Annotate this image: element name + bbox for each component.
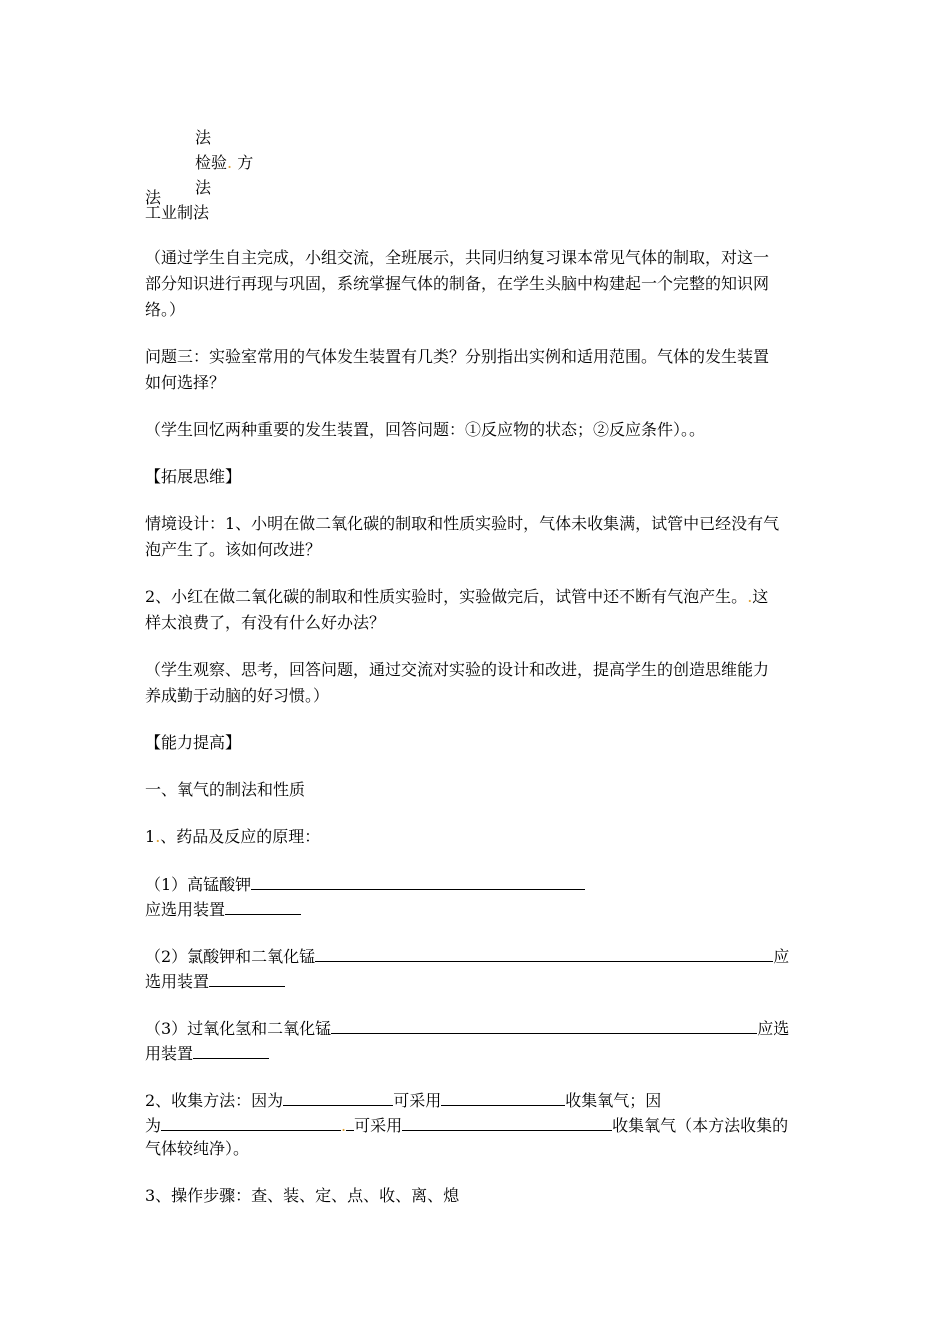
orange-dot-mark: . <box>227 153 233 172</box>
scenario2-line1-end: 这 <box>752 587 769 606</box>
orange-dot-mark: . <box>341 1116 347 1135</box>
tuozhan-heading: 【拓展思维】 <box>145 467 242 486</box>
collect-blank-2[interactable] <box>441 1089 565 1106</box>
kclo3-label: （2）氯酸钾和二氧化锰 <box>145 947 316 966</box>
fragment-jianyan-text: 检验 <box>195 153 228 172</box>
recall-paragraph: （学生回忆两种重要的发生装置，回答问题：①反应物的状态；②反应条件）。。 <box>145 420 706 439</box>
scenario1-line2: 泡产生了。该如何改进？ <box>145 540 322 559</box>
kclo3-device-blank[interactable] <box>209 970 285 987</box>
kmno4-line <box>145 873 585 895</box>
scenario1-line1: 情境设计：1、小明在做二氧化碳的制取和性质实验时，气体未收集满，试管中已经没有气 <box>145 514 780 533</box>
item1-line <box>145 827 320 847</box>
collect-blank-1[interactable] <box>283 1089 393 1106</box>
fragment-fa-3: 法 <box>145 188 162 207</box>
kmno4-device-line <box>145 898 301 920</box>
para1-line3: 络。） <box>145 300 186 319</box>
h2o2-device-blank[interactable] <box>193 1042 269 1059</box>
fragment-fa-2: 法 <box>195 178 212 197</box>
q3-line1: 问题三：实验室常用的气体发生装置有几类？分别指出实例和适用范围。气体的发生装置 <box>145 347 770 366</box>
collect-text-c: 收集氧气；因 <box>565 1091 662 1110</box>
item1-number: 1 <box>145 827 156 846</box>
collect-blank-3[interactable] <box>161 1114 341 1131</box>
observe-line2: 养成勤于动脑的好习惯。） <box>145 686 330 705</box>
h2o2-label: （3）过氧化氢和二氧化锰 <box>145 1019 332 1038</box>
kmno4-device-label: 应选用装置 <box>145 900 226 919</box>
kclo3-device-line <box>145 970 285 992</box>
h2o2-equation-blank[interactable] <box>331 1017 757 1034</box>
kclo3-equation-blank[interactable] <box>315 945 773 962</box>
collect-line3: 气体较纯净）。 <box>145 1139 250 1158</box>
orange-dot-mark: . <box>747 587 753 606</box>
h2o2-device-line <box>145 1042 269 1064</box>
scenario2-line1-text: 2、小红在做二氧化碳的制取和性质实验时，实验做完后，试管中还不断有气泡产生。 <box>145 587 748 606</box>
h2o2-tail: 应选 <box>757 1019 790 1038</box>
collect-line1 <box>145 1089 661 1111</box>
kmno4-device-blank[interactable] <box>225 898 301 915</box>
collect-text-a: 2、收集方法：因为 <box>145 1091 284 1110</box>
orange-dot-mark: . <box>155 827 161 846</box>
para1-line1: （通过学生自主完成，小组交流，全班展示，共同归纳复习课本常见气体的制取，对这一 <box>145 248 770 267</box>
kclo3-line <box>145 945 789 967</box>
fragment-fa-1: 法 <box>195 128 212 147</box>
collect-blank-4[interactable] <box>402 1114 612 1131</box>
collect-text-b: 可采用 <box>393 1091 442 1110</box>
collect-text-f: 收集氧气（本方法收集的 <box>612 1116 789 1135</box>
kclo3-device-label: 选用装置 <box>145 972 210 991</box>
scenario2-line2: 样太浪费了，有没有什么好办法？ <box>145 613 386 632</box>
fragment-jianyan <box>195 153 253 173</box>
h2o2-line <box>145 1017 789 1039</box>
observe-line1: （学生观察、思考，回答问题，通过交流对实验的设计和改进，提高学生的创造思维能力 <box>145 660 770 679</box>
q3-line2: 如何选择？ <box>145 373 226 392</box>
collect-blank-3b <box>346 1114 354 1131</box>
scenario2-line1 <box>145 587 768 607</box>
collect-line2 <box>145 1114 788 1136</box>
collect-text-e: 可采用 <box>354 1116 403 1135</box>
kmno4-equation-blank[interactable] <box>251 873 585 890</box>
fragment-gongye: 工业制法 <box>145 203 210 222</box>
section-oxygen-title: 一、氧气的制法和性质 <box>145 780 306 799</box>
fragment-fang-text: 方 <box>237 153 254 172</box>
h2o2-device-label: 用装置 <box>145 1044 194 1063</box>
steps-line: 3、操作步骤：查、装、定、点、收、离、熄 <box>145 1186 460 1205</box>
item1-text: 、药品及反应的原理： <box>160 827 321 846</box>
para1-line2: 部分知识进行再现与巩固，系统掌握气体的制备，在学生头脑中构建起一个完整的知识网 <box>145 274 770 293</box>
nengli-heading: 【能力提高】 <box>145 733 242 752</box>
kclo3-tail: 应 <box>773 947 790 966</box>
kmno4-label: （1）高锰酸钾 <box>145 875 252 894</box>
collect-text-d: 为 <box>145 1116 162 1135</box>
